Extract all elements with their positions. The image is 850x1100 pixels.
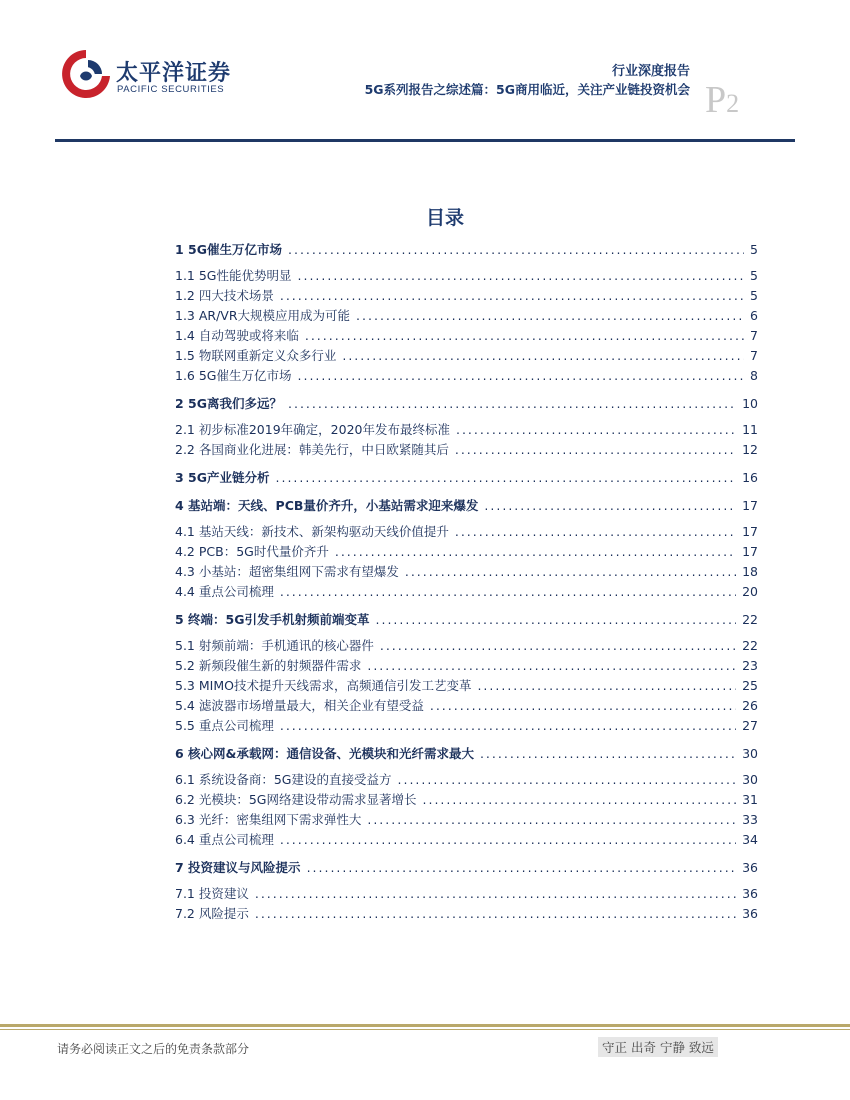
toc-entry-page-number: 36: [742, 886, 758, 901]
toc-entry-label: 5.3 MIMO技术提升天线需求，高频通信引发工艺变革: [175, 678, 472, 693]
toc-entry-label: 7.2 风险提示: [175, 906, 249, 921]
toc-entry-page-number: 10: [742, 396, 758, 411]
toc-section-entry[interactable]: [175, 306, 758, 326]
toc-entry-label: 6.1 系统设备商：5G建设的直接受益方: [175, 772, 392, 787]
toc-entry-label: 6.4 重点公司梳理: [175, 832, 274, 847]
toc-dot-leader: [280, 832, 736, 847]
toc-section-entry[interactable]: [175, 656, 758, 676]
toc-dot-leader: [298, 268, 745, 283]
toc-entry-page-number: 20: [742, 584, 758, 599]
toc-title: 目录: [425, 207, 464, 229]
toc-dot-leader: [380, 638, 736, 653]
toc-entry-label: 5.2 新频段催生新的射频器件需求: [175, 658, 362, 673]
toc-entry-label: 4.3 小基站：超密集组网下需求有望爆发: [175, 564, 399, 579]
toc-entry-page-number: 23: [742, 658, 758, 673]
toc-dot-leader: [342, 348, 744, 363]
toc-entry-page-number: 27: [742, 718, 758, 733]
toc-entry-label: 6 核心网&承载网：通信设备、光模块和光纤需求最大: [175, 746, 474, 761]
toc-entry-label: 7.1 投资建议: [175, 886, 249, 901]
toc-section-entry[interactable]: [175, 696, 758, 716]
toc-section-entry[interactable]: [175, 346, 758, 366]
toc-dot-leader: [255, 906, 736, 921]
header-divider: [55, 139, 795, 142]
toc-entry-label: 7 投资建议与风险提示: [175, 860, 301, 875]
logo-english-name: PACIFIC SECURITIES: [117, 84, 225, 95]
toc-entry-label: 1.3 AR/VR大规模应用成为可能: [175, 308, 351, 323]
toc-dot-leader: [455, 524, 736, 539]
toc-dot-leader: [484, 498, 736, 513]
toc-entry-label: 4 基站端：天线、PCB量价齐升，小基站需求迎来爆发: [175, 498, 479, 513]
toc-entry-page-number: 5: [750, 268, 758, 283]
toc-dot-leader: [455, 442, 736, 457]
toc-entry-label: 6.3 光纤：密集组网下需求弹性大: [175, 812, 362, 827]
toc-entry-page-number: 11: [742, 422, 758, 437]
toc-section-entry[interactable]: [175, 326, 758, 346]
page-number-value: 2: [726, 89, 740, 118]
toc-chapter-entry[interactable]: [175, 610, 758, 630]
toc-entry-page-number: 17: [742, 544, 758, 559]
page-number: [705, 78, 739, 122]
toc-entry-page-number: 26: [742, 698, 758, 713]
toc-chapter-entry[interactable]: [175, 240, 758, 260]
toc-entry-page-number: 8: [750, 368, 758, 383]
toc-section-entry[interactable]: [175, 716, 758, 736]
report-title: 5G系列报告之综述篇：5G商用临近，关注产业链投资机会: [364, 82, 690, 97]
toc-chapter-entry[interactable]: [175, 394, 758, 414]
toc-dot-leader: [280, 584, 736, 599]
toc-entry-page-number: 17: [742, 524, 758, 539]
footer-divider-thin: [0, 1029, 850, 1030]
toc-entry-label: 5.1 射频前端：手机通讯的核心器件: [175, 638, 374, 653]
toc-entry-page-number: 5: [750, 242, 758, 257]
toc-section-entry[interactable]: [175, 884, 758, 904]
toc-entry-label: 2.1 初步标准2019年确定，2020年发布最终标准: [175, 422, 450, 437]
toc-section-entry[interactable]: [175, 366, 758, 386]
toc-section-entry[interactable]: [175, 790, 758, 810]
toc-section-entry[interactable]: [175, 286, 758, 306]
toc-entry-page-number: 18: [742, 564, 758, 579]
toc-section-entry[interactable]: [175, 770, 758, 790]
toc-entry-page-number: 22: [742, 638, 758, 653]
toc-section-entry[interactable]: [175, 522, 758, 542]
toc-dot-leader: [280, 718, 736, 733]
toc-entry-label: 1.4 自动驾驶或将来临: [175, 328, 299, 343]
toc-chapter-entry[interactable]: [175, 744, 758, 764]
logo-chinese-name: 太平洋证券: [116, 61, 232, 86]
toc-dot-leader: [430, 698, 736, 713]
toc-entry-page-number: 16: [742, 470, 758, 485]
toc-dot-leader: [477, 678, 736, 693]
toc-dot-leader: [367, 658, 736, 673]
toc-dot-leader: [356, 308, 744, 323]
toc-entry-label: 1 5G催生万亿市场: [175, 242, 283, 257]
toc-dot-leader: [398, 772, 737, 787]
toc-dot-leader: [405, 564, 736, 579]
page-header: [0, 0, 850, 145]
toc-section-entry[interactable]: [175, 542, 758, 562]
company-logo: [58, 46, 288, 106]
table-of-contents: [175, 240, 758, 924]
toc-entry-label: 1.5 物联网重新定义众多行业: [175, 348, 337, 363]
toc-entry-label: 2.2 各国商业化进展：韩美先行，中日欧紧随其后: [175, 442, 449, 457]
toc-dot-leader: [298, 368, 745, 383]
toc-dot-leader: [280, 288, 744, 303]
toc-entry-label: 2 5G离我们多远？: [175, 396, 283, 411]
toc-dot-leader: [456, 422, 736, 437]
page-number-prefix: P: [705, 79, 727, 121]
toc-dot-leader: [276, 470, 737, 485]
toc-section-entry[interactable]: [175, 830, 758, 850]
toc-entry-page-number: 22: [742, 612, 758, 627]
toc-dot-leader: [376, 612, 737, 627]
toc-entry-label: 1.6 5G催生万亿市场: [175, 368, 292, 383]
toc-chapter-entry[interactable]: [175, 468, 758, 488]
toc-section-entry[interactable]: [175, 562, 758, 582]
toc-section-entry[interactable]: [175, 904, 758, 924]
toc-entry-label: 4.1 基站天线：新技术、新架构驱动天线价值提升: [175, 524, 449, 539]
toc-entry-page-number: 30: [742, 772, 758, 787]
toc-entry-page-number: 7: [750, 328, 758, 343]
toc-entry-page-number: 30: [742, 746, 758, 761]
toc-entry-page-number: 25: [742, 678, 758, 693]
toc-dot-leader: [367, 812, 736, 827]
toc-dot-leader: [305, 328, 744, 343]
toc-section-entry[interactable]: [175, 266, 758, 286]
toc-dot-leader: [480, 746, 736, 761]
toc-chapter-entry[interactable]: [175, 858, 758, 878]
toc-section-entry[interactable]: [175, 420, 758, 440]
toc-entry-page-number: 34: [742, 832, 758, 847]
toc-dot-leader: [307, 860, 737, 875]
toc-dot-leader: [255, 886, 736, 901]
toc-entry-label: 4.2 PCB：5G时代量价齐升: [175, 544, 329, 559]
toc-entry-label: 6.2 光模块：5G网络建设带动需求显著增长: [175, 792, 417, 807]
toc-entry-page-number: 33: [742, 812, 758, 827]
toc-section-entry[interactable]: [175, 810, 758, 830]
pacific-securities-logo-icon: [58, 46, 114, 102]
toc-entry-page-number: 7: [750, 348, 758, 363]
toc-section-entry[interactable]: [175, 582, 758, 602]
toc-dot-leader: [288, 242, 744, 257]
footer-motto: 守正 出奇 宁静 致远: [598, 1037, 718, 1057]
report-type: 行业深度报告: [611, 64, 690, 79]
toc-chapter-entry[interactable]: [175, 496, 758, 516]
toc-section-entry[interactable]: [175, 636, 758, 656]
toc-section-entry[interactable]: [175, 440, 758, 460]
footer-divider: [0, 1024, 850, 1027]
toc-entry-label: 3 5G产业链分析: [175, 470, 270, 485]
toc-dot-leader: [288, 396, 736, 411]
toc-entry-page-number: 12: [742, 442, 758, 457]
toc-entry-label: 5 终端：5G引发手机射频前端变革: [175, 612, 370, 627]
toc-entry-label: 4.4 重点公司梳理: [175, 584, 274, 599]
toc-entry-page-number: 36: [742, 906, 758, 921]
toc-entry-page-number: 31: [742, 792, 758, 807]
toc-dot-leader: [335, 544, 736, 559]
toc-entry-label: 5.5 重点公司梳理: [175, 718, 274, 733]
toc-dot-leader: [423, 792, 737, 807]
toc-section-entry[interactable]: [175, 676, 758, 696]
toc-entry-page-number: 5: [750, 288, 758, 303]
toc-entry-label: 1.1 5G性能优势明显: [175, 268, 292, 283]
footer-disclaimer: 请务必阅读正文之后的免责条款部分: [57, 1042, 250, 1056]
toc-entry-page-number: 36: [742, 860, 758, 875]
toc-entry-label: 1.2 四大技术场景: [175, 288, 274, 303]
toc-entry-page-number: 17: [742, 498, 758, 513]
toc-entry-page-number: 6: [750, 308, 758, 323]
toc-entry-label: 5.4 滤波器市场增量最大，相关企业有望受益: [175, 698, 424, 713]
